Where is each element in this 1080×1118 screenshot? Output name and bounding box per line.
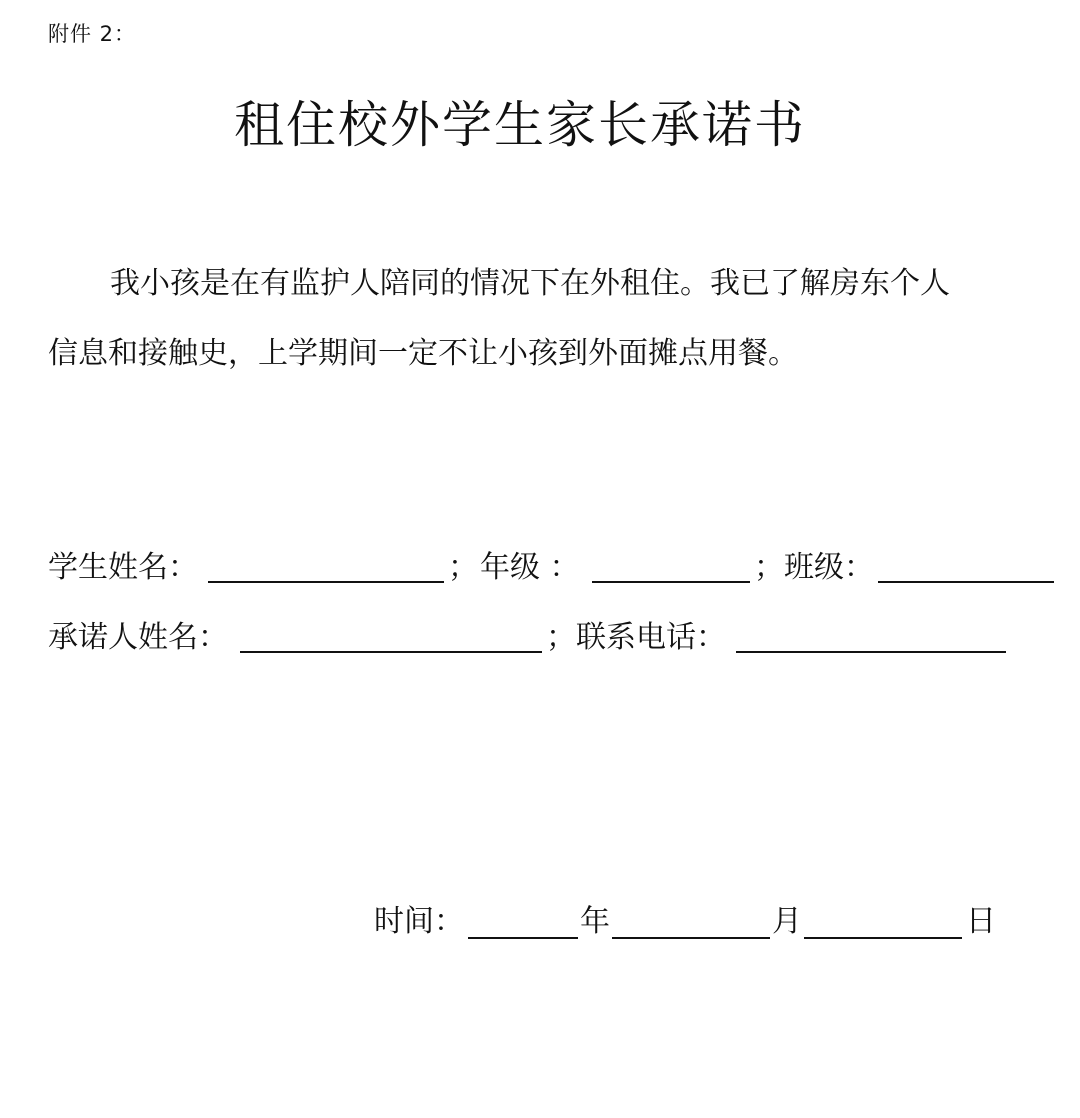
phone-blank[interactable]: [736, 651, 1006, 653]
month-label: 月: [772, 904, 802, 939]
grade-blank[interactable]: [592, 581, 750, 583]
grade-label: 年级 ：: [480, 550, 580, 585]
pledge-paragraph-line-2: 信息和接触史，上学期间一定不让小孩到外面摊点用餐。: [48, 336, 798, 371]
guardian-name-blank[interactable]: [240, 651, 542, 653]
class-label: 班级：: [784, 550, 874, 585]
year-blank[interactable]: [468, 937, 578, 939]
month-blank[interactable]: [612, 937, 770, 939]
day-blank[interactable]: [804, 937, 962, 939]
document-title: 租住校外学生家长承诺书: [234, 96, 806, 154]
phone-label: 联系电话：: [576, 620, 726, 655]
student-name-blank[interactable]: [208, 581, 444, 583]
student-name-label: 学生姓名：: [48, 550, 198, 585]
class-blank[interactable]: [878, 581, 1054, 583]
attachment-label: 附件 2：: [48, 22, 137, 46]
guardian-name-label: 承诺人姓名：: [48, 620, 228, 655]
year-label: 年: [580, 904, 610, 939]
separator: ；: [754, 550, 784, 585]
date-label: 时间：: [374, 904, 464, 939]
separator: ；: [546, 620, 576, 655]
pledge-paragraph-line-1: 我小孩是在有监护人陪同的情况下在外租住。我已了解房东个人: [110, 266, 950, 301]
separator: ；: [448, 550, 478, 585]
day-label: 日: [966, 904, 996, 939]
